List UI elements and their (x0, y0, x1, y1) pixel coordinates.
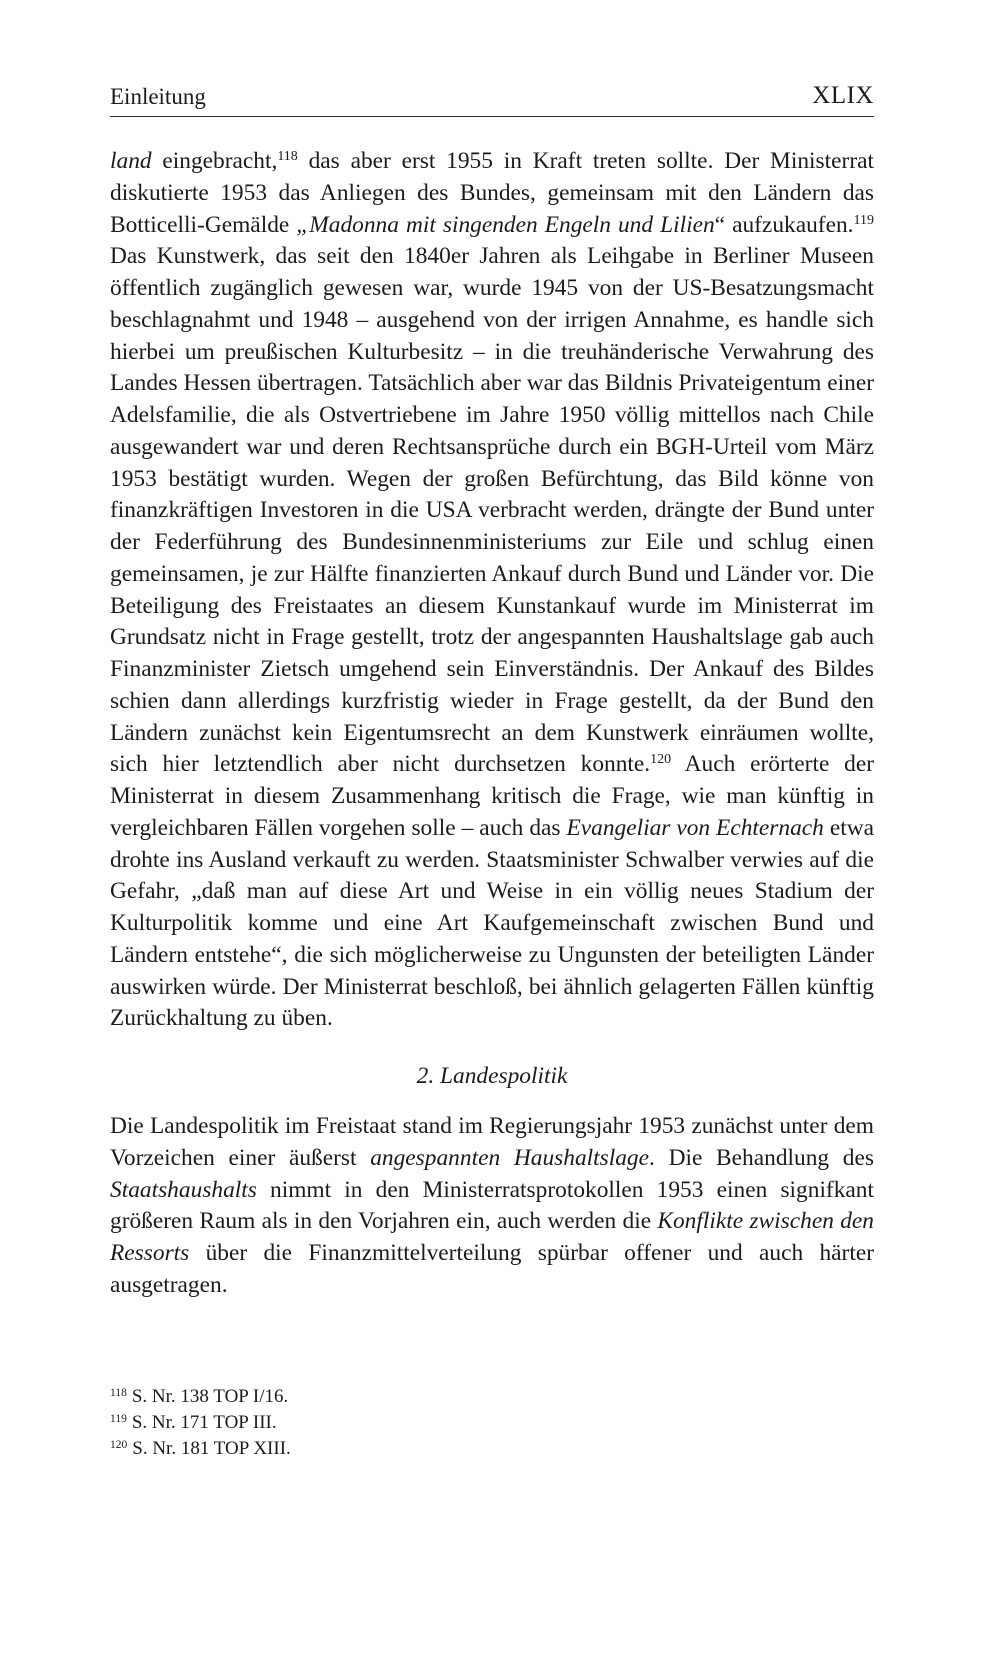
text-span: . Die Behandlung des (649, 1144, 874, 1171)
page-number: XLIX (812, 82, 874, 109)
text-span: über die Finanzmittelverteilung spürbar offener und auch härter ausgetragen. (110, 1240, 874, 1298)
text-span: eingebracht, (151, 148, 278, 174)
emphasis: Staatshaushalts (110, 1176, 257, 1203)
text-span: Das Kunstwerk, das seit den 1840er Jahren als Leihgabe in Berliner Museen öffentlich zugänglich gewesen war, wurde 1945 von der US-Besatzungsmacht beschlagnahmt und 1948 – ausgehend von der irrigen Annahme, es handle sich hierbei um preußischen Kulturbesitz – in die treuhänderische Verwahrung des Landes Hessen übertragen. Tatsächlich aber war das Bildnis Privateigentum einer Adelsfamilie, die als Ostvertriebene im Jahre 1950 völlig mittellos nach Chile ausgewandert war und deren Rechtsansprüche durch ein BGH-Urteil vom März 1953 bestätigt wurden. Wegen der großen Befürchtung, das Bild könne von finanzkräftigen Investoren in die USA verbracht werden, drängte der Bund unter der Federführung des Bundesinnenministeriums zur Eile und schlug einen gemeinsamen, je zur Hälfte finanzierten Ankauf durch Bund und Länder vor. Die Beteiligung des Freistaates an diesem Kunstankauf wurde im Ministerrat im Grundsatz nicht in Frage gestellt, trotz der angespannten Haushaltslage gab auch Finanzminister Zietsch umgehend sein Einverständnis. Der Ankauf des Bildes schien dann allerdings kurzfristig wieder in Frage gestellt, da der Bund den Ländern zunächst kein Eigentumsrecht an dem Kunstwerk einräumen wollte, sich hier letztendlich aber nicht durchsetzen konnte. (110, 243, 874, 778)
running-head-title: Einleitung (110, 84, 206, 109)
text-span: Auch erörterte der Ministerrat in diesem Zusammenhang kritisch die Frage, wie man künftig in vergleichbaren Fällen vorgehen solle – auch das (110, 751, 874, 841)
book-page (110, 0, 874, 1666)
footnote-text: S. Nr. 138 TOP I/16. (131, 1386, 289, 1407)
painting-title: „Madonna mit singenden Engeln und Lilien (296, 211, 715, 238)
section-heading: 2. Landespolitik (416, 1063, 568, 1089)
paragraph-kunstankauf (110, 146, 874, 1035)
footnote-number: 119 (110, 1413, 127, 1425)
footnote-ref-118[interactable]: 118 (277, 149, 298, 164)
footnote (110, 1436, 874, 1462)
footnote-number: 118 (110, 1387, 127, 1399)
paragraph-landespolitik (110, 1111, 874, 1302)
text-span: nimmt in den Ministerratsprotokollen 1953 einen signifkant größeren Raum als in den Vorjahren ein, auch werden die (110, 1176, 874, 1235)
text-span: das aber erst 1955 in Kraft treten sollte. Der Ministerrat diskutierte 1953 das Anliegen des Bundes, gemeinsam mit den Ländern das Botticelli-Gemälde (110, 148, 874, 238)
footnote-text: S. Nr. 171 TOP III. (131, 1412, 277, 1433)
text-span: Die Landespolitik im Freistaat stand im Regierungsjahr 1953 zunächst unter dem Vorzeichen einer äußerst (110, 1113, 874, 1171)
main-text (110, 146, 874, 1302)
footnote (110, 1410, 874, 1436)
running-head (110, 82, 874, 117)
emphasis: Konflikte zwischen den Ressorts (110, 1208, 874, 1266)
emphasis: angespannten Haushaltslage (370, 1144, 650, 1171)
footnote-number: 120 (110, 1439, 128, 1451)
footnote (110, 1384, 874, 1410)
footnote-ref-120[interactable]: 120 (650, 752, 672, 768)
text-span: land (110, 148, 152, 174)
footnote-text: S. Nr. 181 TOP XIII. (132, 1438, 291, 1459)
footnotes (110, 1384, 874, 1462)
text-span: “ aufzukaufen. (714, 211, 854, 238)
manuscript-title: Evangeliar von Echternach (566, 814, 824, 841)
footnote-ref-119[interactable]: 119 (853, 212, 874, 228)
text-span: etwa drohte ins Ausland verkauft zu werden. Staatsminister Schwalber verwies auf die Gefahr, „daß man auf diese Art und Weise in ein völlig neues Stadium der Kulturpolitik komme und eine Art Kaufgemeinschaft zwischen Bund und Ländern entstehe“, die sich möglicherweise zu Ungunsten der beteiligten Länder auswirken würde. Der Ministerrat beschloß, bei ähnlich gelagerten Fällen künftig Zurückhaltung zu üben. (110, 814, 874, 1032)
